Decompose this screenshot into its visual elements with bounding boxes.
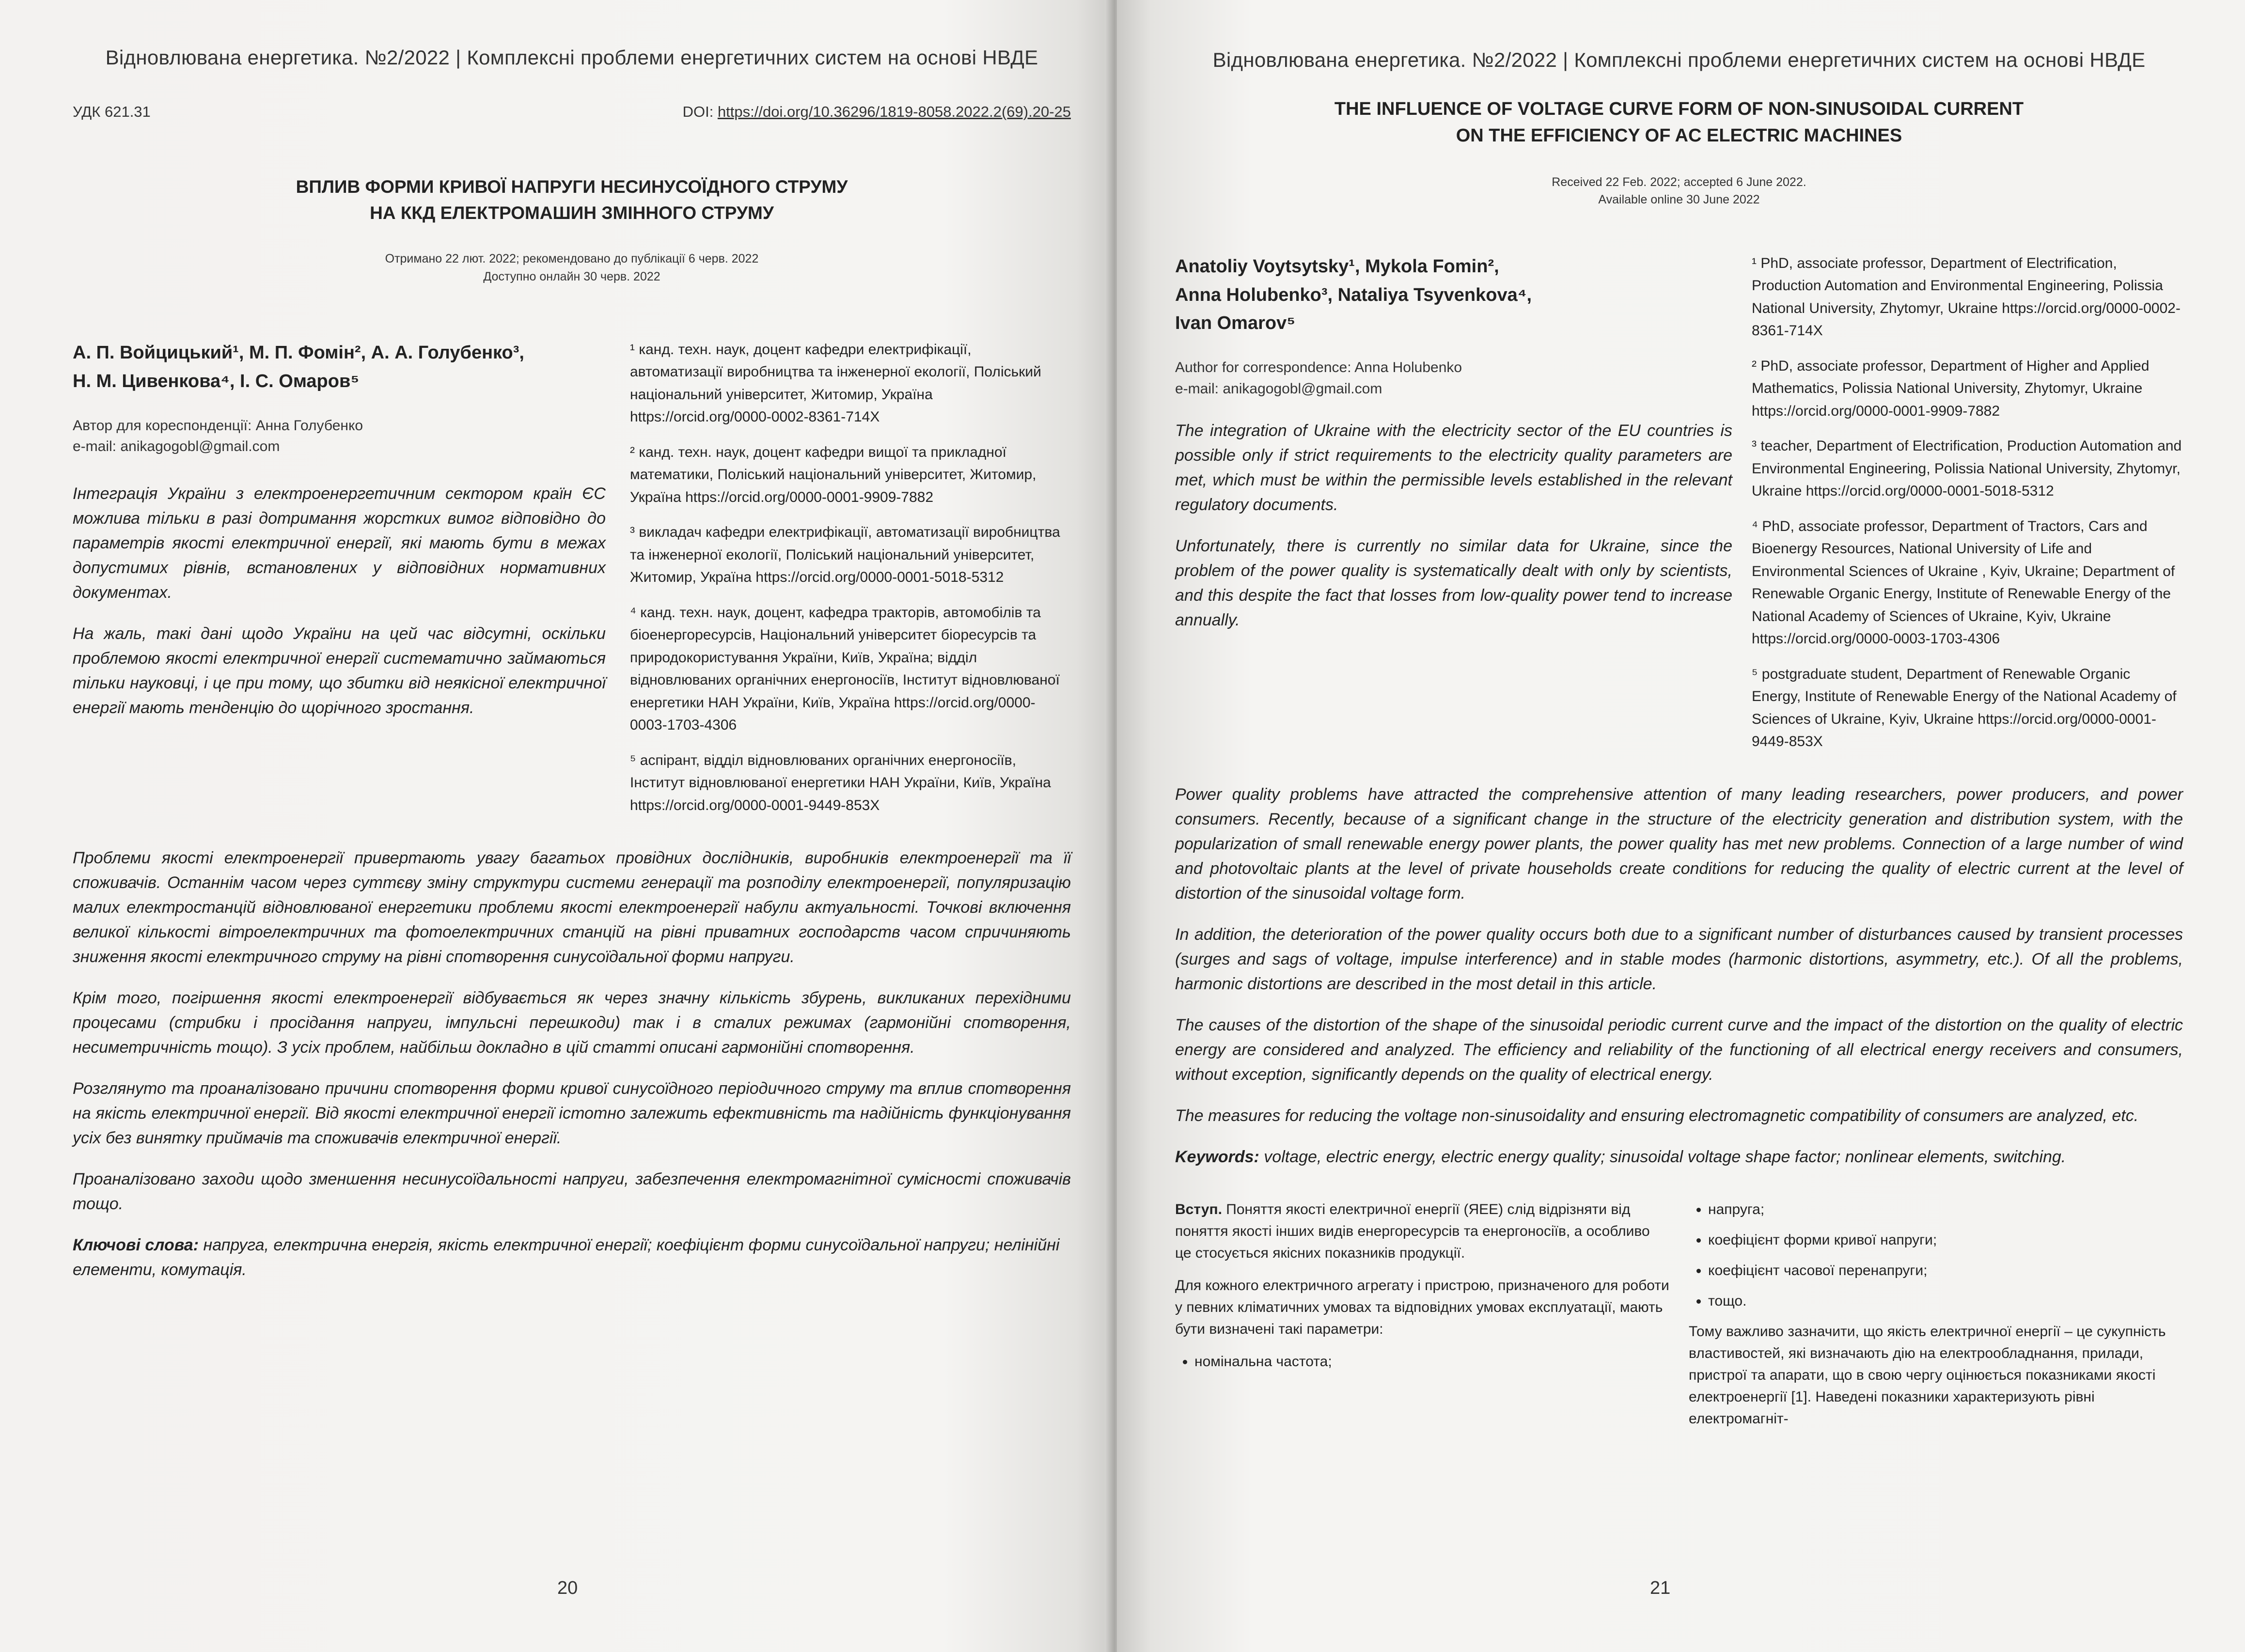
abstract-paragraph: Крім того, погіршення якості електроенергії відбувається як через значну кількість збурень, викликаних перехідними процесами (стрибки і просідання напруги, імпульсні перешкоди) так і в сталих режимах (гармонійні спотворення, несиметричність тощо). З усіх проблем, найбільш докладно в цій статті описані гармонійні спотворення. [73,989,1071,1057]
introduction-section [1175,1199,2183,1440]
intro-paragraph: Для кожного електричного агрегату і пристрою, призначеного для роботи у певних кліматичних умовах та відповідних умовах експлуатації, мають бути визначені такі параметри: [1175,1277,1669,1337]
dates-line: Отримано 22 лют. 2022; рекомендовано до публікації 6 черв. 2022 [385,252,759,266]
authors-and-affiliations [1175,252,2183,766]
article-dates [1175,173,2183,209]
doi-label: DOI: [682,103,714,120]
intro-label: Вступ. [1175,1201,1222,1217]
list-item: • тощо. [1708,1290,2183,1312]
article-meta [73,103,1071,121]
body-column-left [1175,1199,1669,1440]
page-number: 21 [1650,1578,1671,1598]
list-item: • коефіцієнт часової перенапруги; [1708,1260,2183,1281]
authors-line: Ivan Omarov⁵ [1175,313,1296,334]
page-number: 20 [557,1578,578,1598]
abstract-paragraph: На жаль, такі дані щодо України на цей час відсутні, оскільки проблемою якості електричної енергії систематично займаються тільки науковці, і це при тому, що збитки від неякісної електричної енергії мають тенденцію до щорічного зростання. [73,624,606,717]
correspondence [73,415,606,457]
right-page-content [1175,48,2183,1440]
affiliation: ⁴ канд. техн. наук, доцент, кафедра тракторів, автомобілів та біоенергоресурсів, Національний університет біоресурсів та природокористування України, Київ, Україна; відділ відновлюваних органічних енергоносіїв, Інститут відновлюваної енергетики НАН України, Київ, Україна https://orcid.org/0000-0003-1703-4306 [630,604,1060,733]
affiliation: ² канд. техн. наук, доцент кафедри вищої та прикладної математики, Поліський національний університет, Житомир, Україна https://orcid.org/0000-0001-9909-7882 [630,444,1036,505]
doi-link[interactable]: https://doi.org/10.36296/1819-8058.2022.2(69).20-25 [717,103,1071,120]
title-line: THE INFLUENCE OF VOLTAGE CURVE FORM OF NON-SINUSOIDAL CURRENT [1334,99,2024,119]
abstract-paragraph: Інтеграція України з електроенергетичним сектором країн ЄС можлива тільки в разі дотримання жорстких вимог відповідно до параметрів якості електричної енергії, які мають бути в межах допустимих рівнів, встановлених у відповідних нормативних документах. [73,484,606,602]
abstract-paragraph: Проблеми якості електроенергії привертають увагу багатьох провідних дослідників, виробників електроенергії та її споживачів. Останнім часом через суттєву зміну структури системи генерації та розподілу електроенергії, популяризацію малих електростанцій відновлюваної енергетики проблеми якості електроенергії набули актуальності. Точкові включення великої кількості вітроелектричних та фотоелектричних станцій на рівні приватних господарств часом спричиняють зниження якості електричного струму на рівні спотворення синусоїдальної форми напруги. [73,849,1071,966]
left-page [0,0,1110,1652]
title-line: ВПЛИВ ФОРМИ КРИВОЇ НАПРУГИ НЕСИНУСОЇДНОГО СТРУМУ [296,177,848,197]
title-line: ON THE EFFICIENCY OF AC ELECTRIC MACHINES [1456,125,1902,146]
keywords [73,1233,1071,1282]
correspondence-author: Author for correspondence: Anna Holubenko [1175,359,1462,376]
intro-paragraph: Тому важливо зазначити, що якість електричної енергії – це сукупність властивостей, які визначають дію на електрообладнання, прилади, пристрої та апарати, що в свою чергу оцінюється показниками якості електроенергії [1]. Наведені показники характеризують рівні електромагніт- [1689,1323,2166,1427]
authors-block [1175,252,1752,766]
abstract-paragraph: The measures for reducing the voltage non-sinusoidality and ensuring electromagnetic compatibility of consumers are analyzed, etc. [1175,1106,2139,1125]
authors [1175,252,1732,338]
running-head: Відновлювана енергетика. №2/2022 | Комплексні проблеми енергетичних систем на основі НВДЕ [1212,48,2146,71]
abstract-continued [73,846,1071,1282]
abstract-paragraph: Проаналізовано заходи щодо зменшення несинусоїдальності напруги, забезпечення електромагнітної сумісності споживачів тощо. [73,1170,1071,1214]
keywords-label: Ключові слова: [73,1236,199,1255]
authors-and-affiliations [73,339,1071,830]
abstract-paragraph: In addition, the deterioration of the power quality occurs both due to a significant number of disturbances caused by transient processes (surges and sags of voltage, impulse interference) and in stable modes (harmonic distortions, asymmetry, etc.). Of all the problems, harmonic distortions are described in the most detail in this article. [1175,925,2183,993]
affiliations [1752,252,2183,766]
affiliation: ⁵ аспірант, відділ відновлюваних органічних енергоносіїв, Інститут відновлюваної енергетики НАН України, Київ, Україна https://orcid.org/0000-0001-9449-853X [630,752,1051,813]
doi [683,103,1071,121]
correspondence-email: e-mail: anikagogobl@gmail.com [73,438,280,455]
affiliation: ¹ канд. техн. наук, доцент кафедри електрифікації, автоматизації виробництва та інженерної екології, Поліський національний університет, Житомир, Україна https://orcid.org/0000-0002-8361-714X [630,341,1041,425]
correspondence [1175,357,1732,399]
udk: УДК 621.31 [73,103,151,120]
abstract-paragraph: Power quality problems have attracted the comprehensive attention of many leading researchers, power producers, and power consumers. Recently, because of a significant change in the structure of the electricity generation and distribution system, with the popularization of small renewable energy power plants, the power quality has met new problems. Connection of a large number of wind and photovoltaic plants at the level of private households create conditions for reducing the quality of electric current at the level of distortion of the sinusoidal voltage form. [1175,785,2183,903]
keywords-text: voltage, electric energy, electric energy quality; sinusoidal voltage shape factor; nonlinear elements, switching. [1264,1147,2066,1166]
affiliation: ³ teacher, Department of Electrification, Production Automation and Environmental Engineering, Polissia National University, Zhytomyr, Ukraine https://orcid.org/0000-0001-5018-5312 [1752,438,2182,499]
list-item: • коефіцієнт форми кривої напруги; [1708,1229,2183,1251]
dates-line: Available online 30 June 2022 [1598,193,1760,207]
title-line: НА ККД ЕЛЕКТРОМАШИН ЗМІННОГО СТРУМУ [370,203,774,223]
keywords-label: Keywords: [1175,1147,1259,1166]
dates-line: Доступно онлайн 30 черв. 2022 [483,269,660,283]
correspondence-author: Автор для кореспонденції: Анна Голубенко [73,417,363,434]
intro-text: Поняття якості електричної енергії (ЯЕЕ) слід відрізняти від поняття якості інших видів енергоресурсів та енергоносіїв, а особливо це стосується якісних показників продукції. [1175,1201,1650,1261]
keywords-text: напруга, електрична енергія, якість електричної енергії; коефіцієнт форми синусоїдальної напруги; нелінійні елементи, комутація. [73,1236,1060,1279]
authors-line: Anatoliy Voytsytsky¹, Mykola Fomin², [1175,256,1499,277]
abstract-paragraph: The causes of the distortion of the shape of the sinusoidal periodic current curve and the impact of the distortion on the quality of electric energy are considered and analyzed. The efficiency and reliability of the functioning of all electrical energy receivers and consumers, without exception, significantly depends on the quality of electrical energy. [1175,1015,2183,1084]
list-item: • номінальна частота; [1194,1351,1669,1372]
authors [73,339,606,396]
affiliation: ⁴ PhD, associate professor, Department of Tractors, Cars and Bioenergy Resources, National University of Life and Environmental Sciences of Ukraine , Kyiv, Ukraine; Department of Renewable Organic Energy, Institute of Renewable Energy of the National Academy of Sciences of Ukraine, Kyiv, Ukraine https://orcid.org/0000-0003-1703-4306 [1752,518,2175,647]
dates-line: Received 22 Feb. 2022; accepted 6 June 2022. [1552,175,1806,189]
correspondence-email: e-mail: anikagogobl@gmail.com [1175,380,1382,397]
abstract-continued [1175,782,2183,1169]
authors-block [73,339,630,830]
keywords [1175,1145,2183,1169]
running-head: Відновлювана енергетика. №2/2022 | Комплексні проблеми енергетичних систем на основі НВДЕ [105,46,1038,69]
parameter-list [1689,1199,2183,1312]
article-dates [73,250,1071,285]
body-column-right [1689,1199,2183,1440]
authors-line: Н. М. Цивенкова⁴, І. С. Омаров⁵ [73,371,360,391]
article-title [1175,96,2183,149]
abstract [1175,419,1732,633]
abstract-paragraph: Unfortunately, there is currently no similar data for Ukraine, since the problem of the power quality is systematically dealt with only by scientists, and this despite the fact that losses from low-quality power tend to increase annually. [1175,537,1732,630]
left-page-content [73,46,1071,1295]
abstract-paragraph: Розглянуто та проаналізовано причини спотворення форми кривої синусоїдного періодичного струму та вплив спотворення на якість електричної енергії. Від якості електричної енергії істотно залежить ефективність та надійність функціонування усіх без винятку приймачів та споживачів електричної енергії. [73,1079,1071,1148]
affiliation: ³ викладач кафедри електрифікації, автоматизації виробництва та інженерної екології, Поліський національний університет, Житомир, Україна https://orcid.org/0000-0001-5018-5312 [630,524,1060,586]
abstract [73,482,606,720]
right-page [1117,0,2245,1652]
list-item: • напруга; [1708,1199,2183,1220]
parameter-list [1175,1351,1669,1372]
authors-line: Anna Holubenko³, Nataliya Tsyvenkova⁴, [1175,284,1532,305]
authors-line: А. П. Войцицький¹, М. П. Фомін², А. А. Голубенко³, [73,342,524,363]
affiliation: ² PhD, associate professor, Department of Higher and Applied Mathematics, Polissia National University, Zhytomyr, Ukraine https://orcid.org/0000-0001-9909-7882 [1752,358,2150,419]
affiliations [630,339,1066,830]
article-title [73,174,1071,226]
intro-paragraph [1175,1199,1669,1264]
affiliation: ⁵ postgraduate student, Department of Renewable Organic Energy, Institute of Renewable Energy of the National Academy of Sciences of Ukraine, Kyiv, Ukraine https://orcid.org/0000-0001-9449-853X [1752,666,2177,750]
affiliation: ¹ PhD, associate professor, Department of Electrification, Production Automation and Environmental Engineering, Polissia National University, Zhytomyr, Ukraine https://orcid.org/0000-0002-8361-714X [1752,255,2181,339]
abstract-paragraph: The integration of Ukraine with the electricity sector of the EU countries is possible only if strict requirements to the electricity quality parameters are met, which must be within the permissible levels established in the relevant regulatory documents. [1175,421,1732,514]
